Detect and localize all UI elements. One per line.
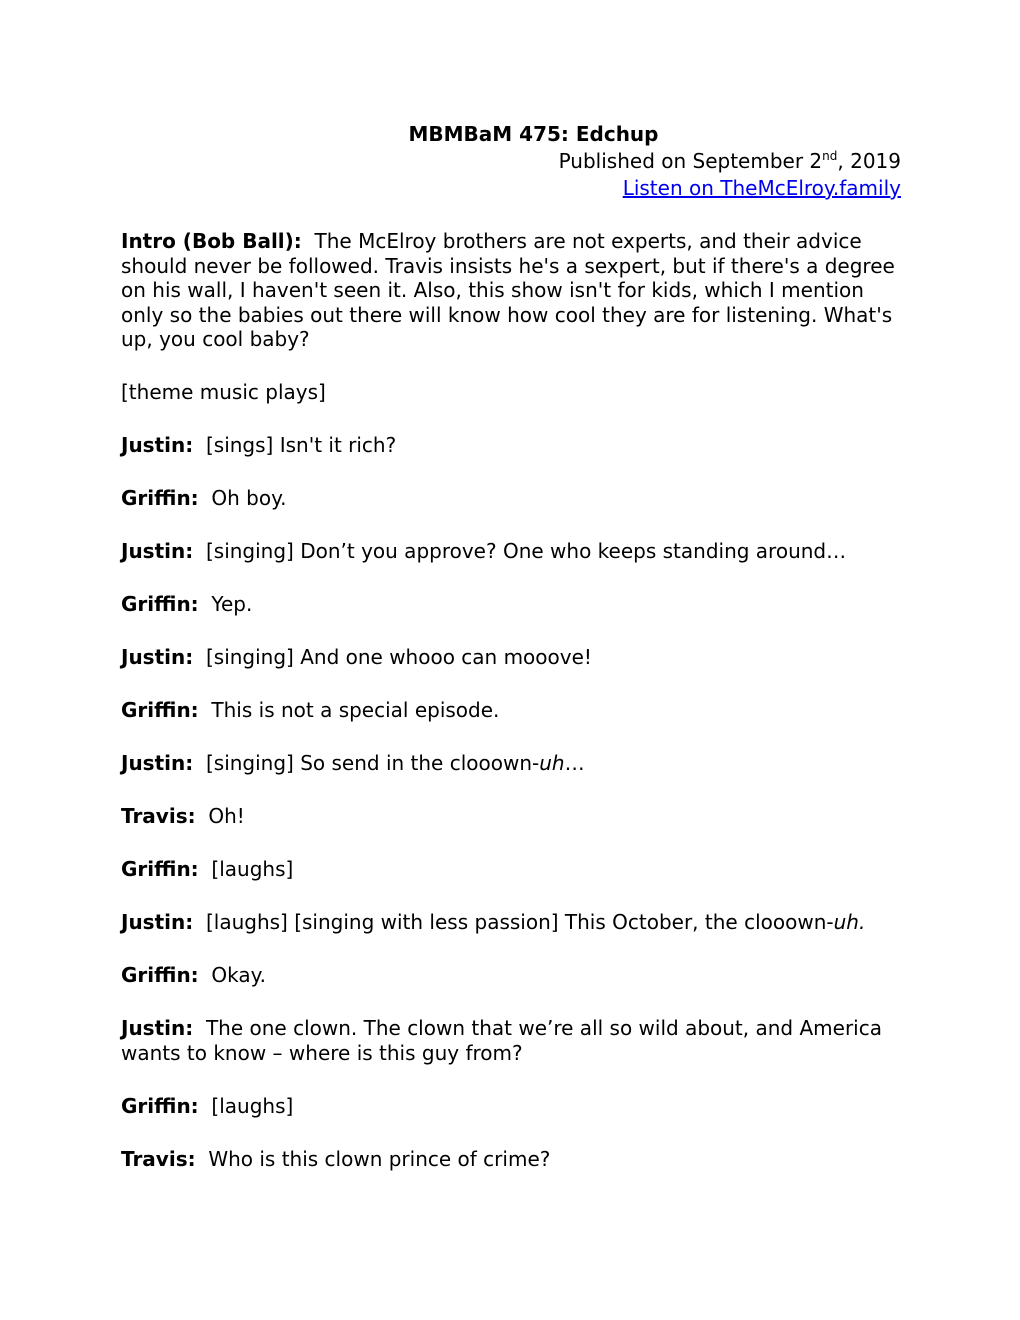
dialogue-text: The McElroy brothers are not experts, and their advice should never be followed. Travis insists he's a sexpert, but if there's a degree on his wall, I haven't seen it. Also, this show isn't for kids, which I mention only so the babies out there will know how cool they are for listening. What's up, you cool baby? xyxy=(121,229,895,351)
speaker-name: Griffin: xyxy=(121,486,199,510)
speaker-name: Justin: xyxy=(121,645,194,669)
dialogue-trailing: … xyxy=(564,751,585,775)
speaker-name: Griffin: xyxy=(121,963,199,987)
transcript-entry xyxy=(121,698,906,723)
transcript-entry xyxy=(121,1147,906,1172)
speaker-name: Intro (Bob Ball): xyxy=(121,229,302,253)
speaker-name: Griffin: xyxy=(121,1093,199,1118)
dialogue-text: [sings] Isn't it rich? xyxy=(205,433,397,457)
dialogue-text: This is not a special episode. xyxy=(211,698,500,722)
speaker-name: Justin: xyxy=(121,1016,194,1040)
dialogue-text: Who is this clown prince of crime? xyxy=(208,1146,551,1171)
published-date-prefix: Published on September 2 xyxy=(558,149,823,173)
listen-link[interactable]: Listen on TheMcElroy.family xyxy=(622,176,901,200)
speaker-name: Justin: xyxy=(121,433,194,457)
dialogue-text: Oh boy. xyxy=(211,486,287,510)
dialogue-text: [laughs] [singing with less passion] This October, the clooown- xyxy=(205,910,834,934)
speaker-name: Griffin: xyxy=(121,698,199,722)
transcript-entry xyxy=(121,804,906,829)
speaker-name: Griffin: xyxy=(121,592,199,616)
transcript-entry xyxy=(121,857,906,882)
dialogue-text: [laughs] xyxy=(211,857,294,881)
transcript-entry xyxy=(121,539,906,564)
transcript-entry xyxy=(121,645,906,670)
speaker-name: Justin: xyxy=(121,539,194,563)
dialogue-emphasis: uh. xyxy=(833,910,866,934)
dialogue-text: Okay. xyxy=(211,963,266,987)
transcript-entry xyxy=(121,1016,906,1065)
transcript xyxy=(121,229,906,1171)
speaker-name: Griffin: xyxy=(121,857,199,881)
dialogue-text: [theme music plays] xyxy=(121,380,326,404)
dialogue-text: [laughs] xyxy=(211,1093,294,1118)
transcript-entry xyxy=(121,380,906,405)
document-page xyxy=(121,120,906,1200)
speaker-name: Justin: xyxy=(121,751,194,775)
dialogue-text: Oh! xyxy=(208,804,245,828)
transcript-entry xyxy=(121,1094,906,1119)
speaker-name: Justin: xyxy=(121,910,194,934)
dialogue-text: The one clown. The clown that we’re all so wild about, and America wants to know – where is this guy from? xyxy=(121,1016,882,1065)
episode-title: MBMBaM 475: Edchup xyxy=(408,122,659,146)
transcript-entry xyxy=(121,486,906,511)
published-date-year: , 2019 xyxy=(837,149,901,173)
transcript-entry xyxy=(121,963,906,988)
transcript-entry xyxy=(121,751,906,776)
speaker-name: Travis: xyxy=(121,804,196,828)
dialogue-emphasis: uh xyxy=(539,751,565,775)
transcript-entry xyxy=(121,433,906,458)
speaker-name: Travis: xyxy=(121,1146,196,1171)
dialogue-text: [singing] And one whooo can mooove! xyxy=(205,645,592,669)
transcript-entry xyxy=(121,910,906,935)
dialogue-text: [singing] Don’t you approve? One who keeps standing around… xyxy=(205,539,847,563)
published-date-ordinal: nd xyxy=(822,149,838,163)
listen-link-row xyxy=(121,175,906,202)
dialogue-text: [singing] So send in the clooown- xyxy=(205,751,540,775)
transcript-entry xyxy=(121,229,906,352)
published-date xyxy=(121,148,906,175)
dialogue-text: Yep. xyxy=(211,592,253,616)
transcript-entry xyxy=(121,592,906,617)
